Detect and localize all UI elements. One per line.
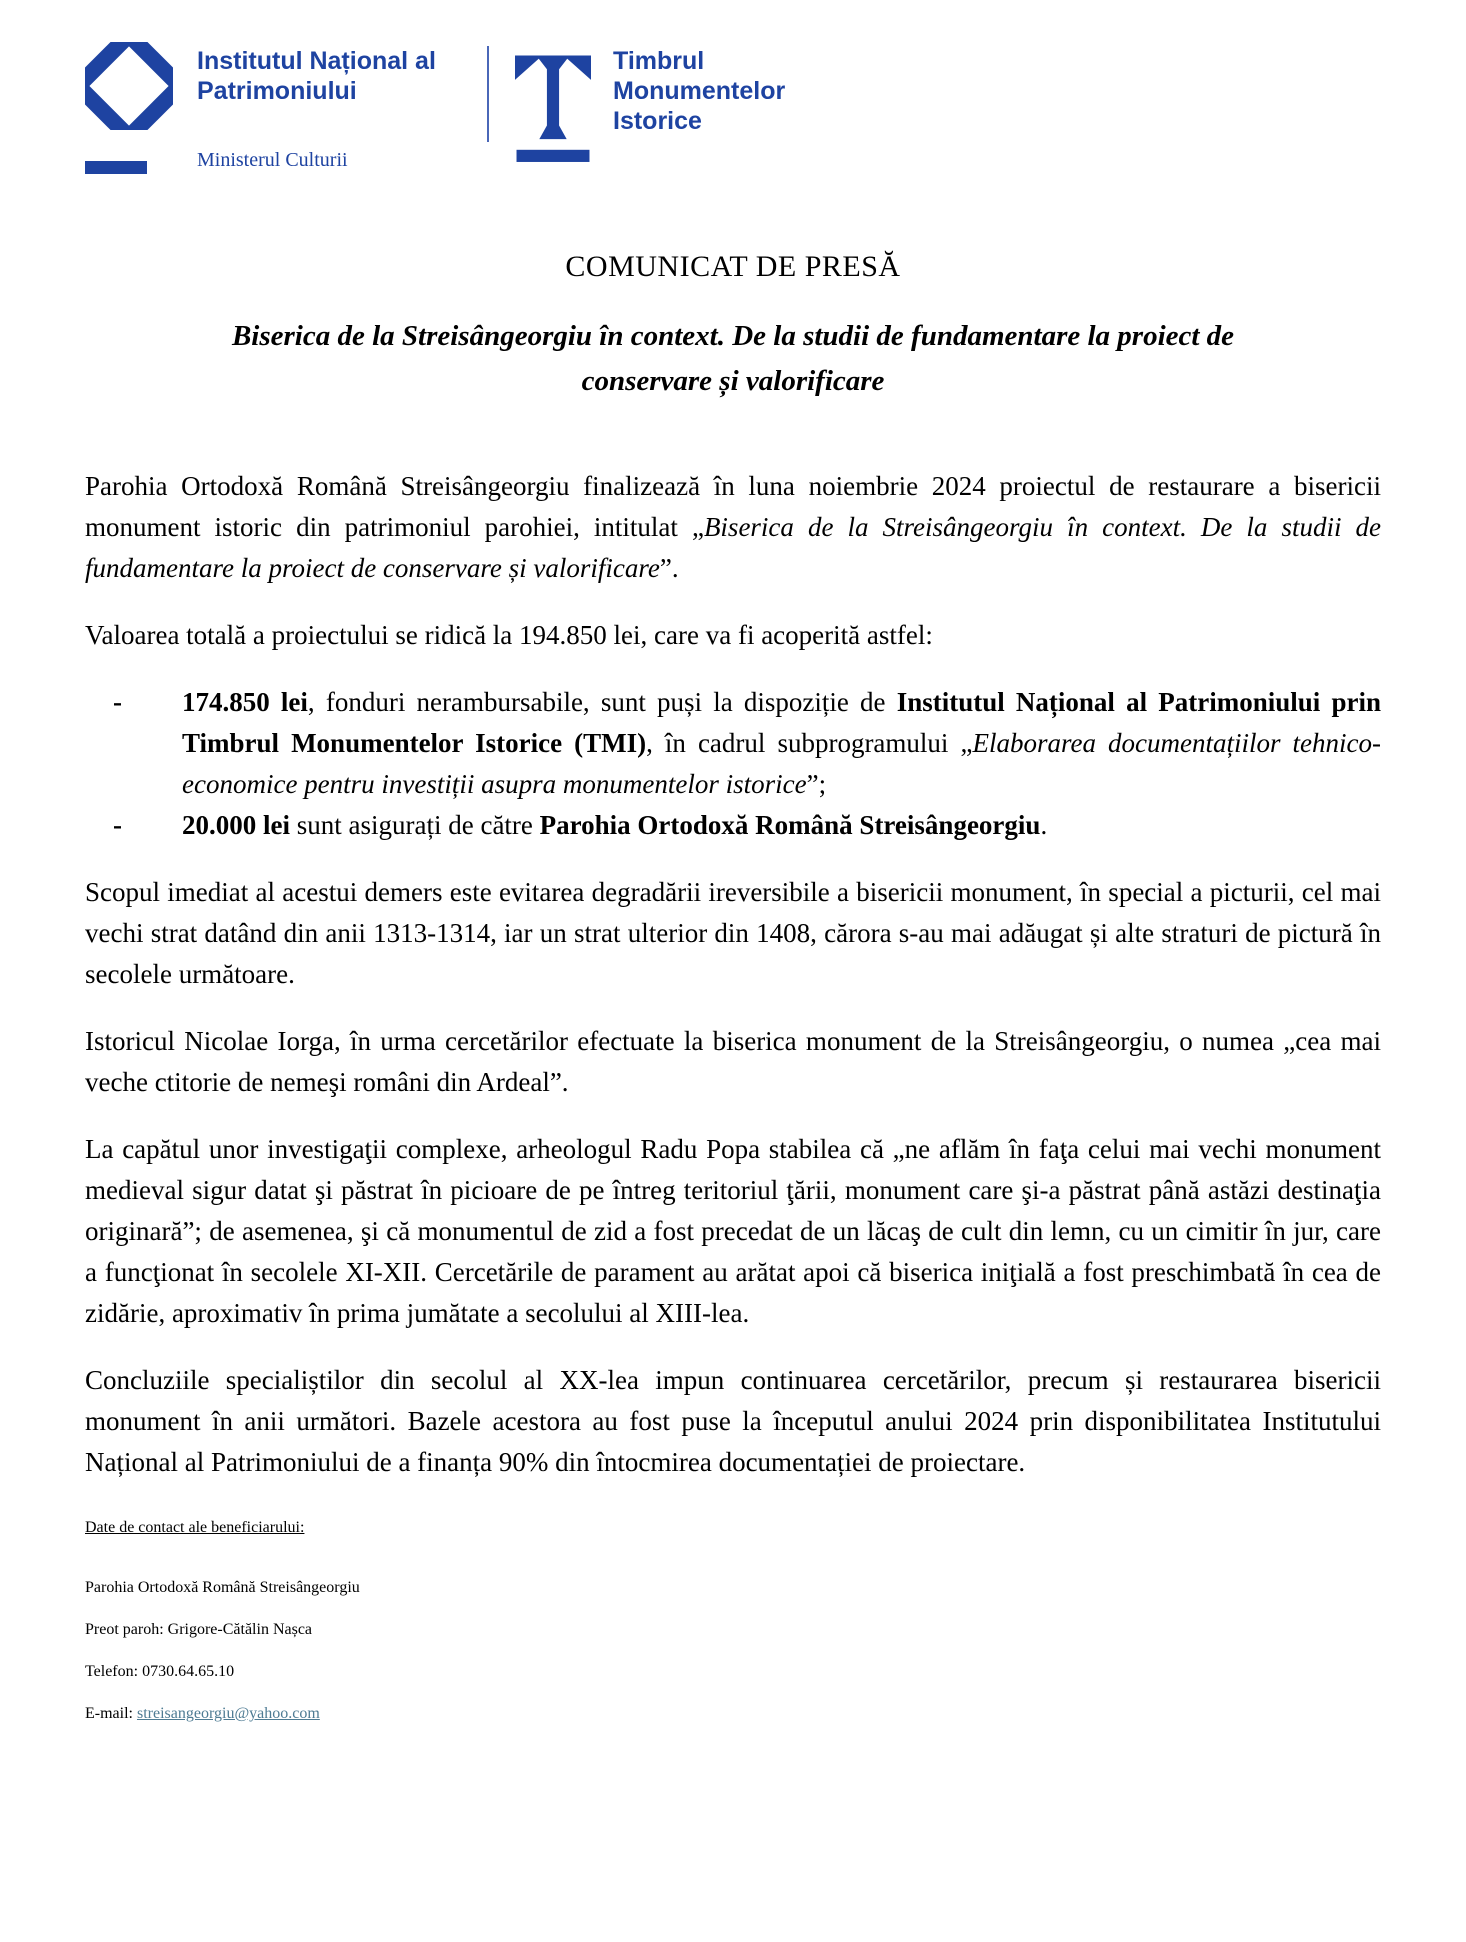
- text-run: Elaborarea documentațiilor tehnico-economice pentru investiții asupra monumentelor istorice: [182, 728, 1381, 799]
- paragraph: [85, 1360, 1381, 1483]
- tmi-logo-text: [613, 42, 803, 136]
- list-item-text: [182, 687, 1381, 799]
- inp-logo-text: [197, 42, 477, 174]
- paragraph: [85, 872, 1381, 995]
- contact-email-label: E-mail:: [85, 1705, 137, 1722]
- monument-column-icon: [515, 42, 591, 174]
- text-run: , fonduri nerambursabile, sunt puși la dispoziție de: [307, 687, 897, 717]
- text-run: La capătul unor investigaţii complexe, arheologul Radu Popa stabilea că „ne aflăm în faţa celui mai vechi monument medieval sigur datat şi păstrat în picioare de pe întreg teritoriul ţării, monument care şi-a păstrat până astăzi destinaţia originară”; de asemenea, şi că monumentul de zid a fost precedat de un lăcaş de cult din lemn, cu un cimitir în jur, care a funcţionat în secolele XI-XII. Cercetările de parament au arătat apoi că biserica iniţială a fost preschimbată în cea de zidărie, aproximativ în prima jumătate a secolului al XIII-lea.: [85, 1134, 1381, 1328]
- contact-phone: Telefon: 0730.64.65.10: [85, 1663, 235, 1680]
- text-run: ”.: [659, 553, 679, 583]
- inp-logo: [85, 42, 477, 174]
- contact-priest: Preot paroh: Grigore-Cătălin Nașca: [85, 1621, 313, 1638]
- text-run: Valoarea totală a proiectului se ridică la 194.850 lei, care va fi acoperită astfel:: [85, 620, 933, 650]
- paragraph: [85, 1129, 1381, 1334]
- text-run: Institutul Național al Patrimoniului prin Timbrul Monumentelor Istorice (TMI): [182, 687, 1381, 758]
- text-run: 174.850 lei: [182, 687, 308, 717]
- text-run: Istoricul Nicolae Iorga, în urma cercetărilor efectuate la biserica monument de la Streisângeorgiu, o numea „cea mai veche ctitorie de nemeşi români din Ardeal”.: [85, 1026, 1381, 1097]
- list-bullet: -: [113, 810, 122, 840]
- text-run: .: [1040, 810, 1048, 840]
- page-subtitle: [85, 314, 1381, 404]
- page-title: COMUNICAT DE PRESĂ: [565, 250, 901, 283]
- text-run: Concluziile specialiștilor din secolul al XX-lea impun continuarea cercetărilor, precum și restaurarea bisericii monument în anii următori. Bazele acestora au fost puse la începutul anului 2024 prin disponibilitatea Institutului Național al Patrimoniului de a finanța 90% din întocmirea documentației de proiectare.: [85, 1365, 1381, 1477]
- text-run: ”;: [806, 769, 827, 799]
- text-run: , în cadrul subprogramului „: [646, 728, 973, 758]
- text-run: Parohia Ortodoxă Română Streisângeorgiu finalizează în luna noiembrie 2024 proiectul de restaurare a bisericii monument istoric din patrimoniul parohiei, intitulat „: [85, 471, 1381, 542]
- paragraph: [85, 466, 1381, 589]
- contact-heading: Date de contact ale beneficiarului:: [85, 1519, 305, 1536]
- paragraph: [85, 615, 1381, 656]
- document-body: [85, 466, 1381, 1483]
- inp-logo-icon-column: [85, 42, 173, 174]
- inp-org-name: Institutul Național al Patrimoniului: [197, 47, 436, 105]
- list-item-text: [182, 810, 1047, 840]
- list-item: [85, 805, 1381, 846]
- tmi-logo: [515, 42, 803, 174]
- subtitle-line-1: Biserica de la Streisângeorgiu în context. De la studii de fundamentare la proiect de: [231, 320, 1235, 352]
- text-run: Scopul imediat al acestui demers este evitarea degradării ireversibile a bisericii monument, în special a picturii, cel mai vechi strat datând din anii 1313-1314, iar un strat ulterior din 1408, cărora s-au mai adăugat și alte straturi de pictură în secolele următoare.: [85, 877, 1381, 989]
- ministry-label: Ministerul Culturii: [197, 149, 348, 171]
- logo-separator: [487, 46, 489, 142]
- text-run: sunt asigurați de către: [290, 810, 540, 840]
- email-link[interactable]: streisangeorgiu@yahoo.com: [136, 1705, 320, 1722]
- contact-block: [85, 1567, 1381, 1735]
- contact-organization: Parohia Ortodoxă Română Streisângeorgiu: [85, 1579, 360, 1596]
- list-item: [85, 682, 1381, 805]
- text-run: Parohia Ortodoxă Română Streisângeorgiu: [539, 810, 1041, 840]
- octagon-diamond-icon: [85, 42, 173, 130]
- text-run: Biserica de la Streisângeorgiu în context. De la studii de fundamentare la proiect de conservare și valorificare: [85, 512, 1381, 583]
- contact-email-line: [85, 1693, 1381, 1735]
- header: [85, 42, 1381, 178]
- inp-logo-bar: [85, 161, 147, 174]
- text-run: 20.000 lei: [182, 810, 290, 840]
- subtitle-line-2: conservare și valorificare: [581, 365, 885, 397]
- paragraph: [85, 1021, 1381, 1103]
- tmi-org-name: Timbrul Monumentelor Istorice: [613, 47, 786, 135]
- list-bullet: -: [113, 687, 122, 717]
- bullet-list: [85, 682, 1381, 846]
